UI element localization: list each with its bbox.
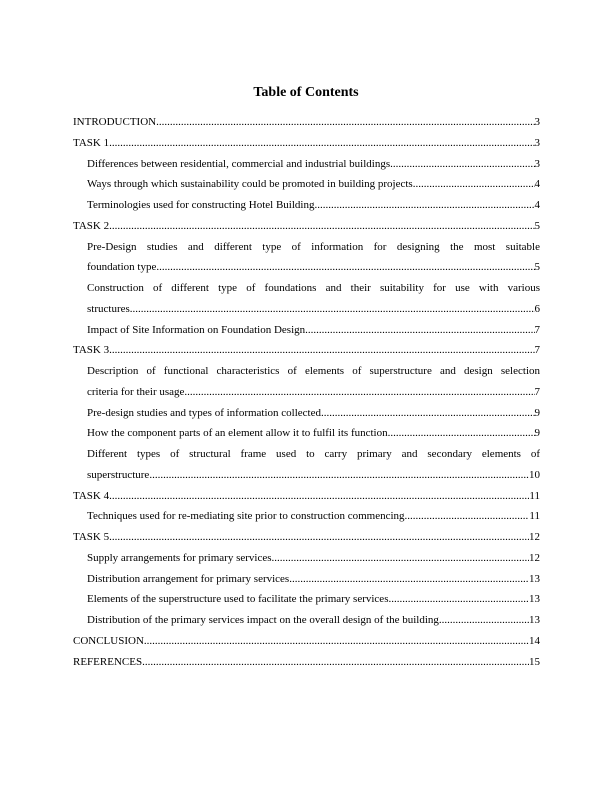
dot-leader: [390, 154, 534, 175]
toc-entry-row: [73, 133, 540, 154]
toc-entry-label: Supply arrangements for primary services: [87, 551, 272, 564]
toc-entry[interactable]: [73, 237, 540, 279]
toc-entry-label: Differences between residential, commercial and industrial buildings: [87, 157, 391, 170]
dot-leader: [439, 610, 529, 631]
toc-entry-page-number: 12: [529, 551, 540, 564]
dot-leader: [144, 631, 529, 652]
toc-entry-page-number: 10: [529, 468, 540, 481]
toc-entry-label: Pre-design studies and types of information collected: [87, 406, 321, 419]
toc-entry-page-number: 4: [534, 178, 540, 191]
dot-leader: [130, 299, 535, 320]
toc-entry-row: [73, 216, 540, 237]
toc-entry-label: structures: [87, 302, 130, 315]
dot-leader: [109, 527, 529, 548]
toc-entry-page-number: 3: [534, 136, 540, 149]
toc-title: Table of Contents: [253, 85, 359, 100]
dot-leader: [272, 548, 530, 569]
toc-entry-row: [73, 589, 540, 610]
dot-leader: [388, 589, 529, 610]
toc-entry-page-number: 5: [534, 219, 540, 232]
toc-entry[interactable]: [73, 548, 540, 569]
toc-entry-line: Description of functional characteristics of elements of superstructure and design selection: [87, 365, 540, 377]
toc-entry-label: INTRODUCTION: [73, 116, 157, 128]
toc-entry-page-number: 7: [534, 323, 540, 336]
toc-entry-page-number: 13: [529, 593, 540, 606]
toc-entry-row: [73, 423, 540, 444]
toc-entry-label: CONCLUSION: [73, 634, 144, 647]
dot-leader: [109, 486, 529, 507]
dot-leader: [314, 195, 534, 216]
toc-entry-row: [73, 569, 540, 590]
toc-entry[interactable]: [73, 631, 540, 652]
dot-leader: [184, 382, 534, 403]
dot-leader: [413, 174, 535, 195]
toc-entry-row: [73, 506, 540, 527]
toc-entry-page-number: 3: [534, 157, 540, 170]
toc-entry[interactable]: [73, 340, 540, 361]
dot-leader: [289, 569, 529, 590]
toc-entry-row: [73, 652, 540, 673]
toc-entry-label: Impact of Site Information on Foundation Design: [87, 323, 306, 336]
toc-entry-page-number: 4: [534, 199, 540, 211]
toc-entry-line: Pre-Design studies and different type of information for designing the most suitable: [87, 240, 540, 253]
toc-entry-row: [73, 631, 540, 652]
dot-leader: [109, 133, 534, 154]
toc-entry[interactable]: [73, 652, 540, 673]
toc-entry[interactable]: [73, 527, 540, 548]
toc-entry[interactable]: [73, 278, 540, 320]
dot-leader: [109, 340, 534, 361]
toc-entry-label: criteria for their usage: [87, 385, 185, 398]
toc-entry-page-number: 3: [534, 116, 540, 128]
dot-leader: [149, 465, 529, 486]
toc-entry-label: Terminologies used for constructing Hotel Building: [87, 199, 315, 211]
toc-entry-page-number: 14: [529, 634, 540, 647]
dot-leader: [109, 216, 534, 237]
dot-leader: [156, 112, 534, 133]
toc-entry-label: foundation type: [87, 261, 157, 274]
toc-entry[interactable]: [73, 589, 540, 610]
toc-entry-page-number: 13: [529, 614, 540, 626]
toc-entry-row: [73, 154, 540, 175]
toc-entry-row: [73, 257, 540, 278]
toc-entry-label: Techniques used for re-mediating site prior to construction commencing: [87, 510, 405, 523]
toc-entry[interactable]: [73, 320, 540, 341]
toc-entry[interactable]: [73, 610, 540, 631]
toc-entry[interactable]: [73, 569, 540, 590]
dot-leader: [305, 320, 534, 341]
toc-entry-page-number: 15: [529, 655, 540, 668]
dot-leader: [388, 423, 535, 444]
toc-entry-row: [73, 299, 540, 320]
toc-entry[interactable]: [73, 154, 540, 175]
toc-entry-label: superstructure: [87, 468, 150, 481]
toc-entry-row: [73, 340, 540, 361]
toc-entry-row: [73, 403, 540, 424]
toc-entry-page-number: 5: [534, 261, 540, 274]
toc-entry-page-number: 9: [534, 406, 540, 419]
toc-entry-page-number: 7: [534, 385, 540, 398]
toc-entry-row: [73, 382, 540, 403]
toc-entry[interactable]: [73, 216, 540, 237]
toc-entry-row: [73, 320, 540, 341]
toc-entry-label: Distribution arrangement for primary services: [87, 572, 290, 585]
toc-entry[interactable]: [73, 423, 540, 444]
toc-entry-page-number: 7: [534, 344, 540, 357]
toc-entry-page-number: 11: [529, 489, 540, 502]
toc-entry-page-number: 12: [529, 531, 540, 543]
toc-entry[interactable]: [73, 133, 540, 154]
toc-entry-label: Ways through which sustainability could be promoted in building projects: [87, 178, 413, 191]
toc-entry-label: Elements of the superstructure used to facilitate the primary services: [87, 593, 389, 606]
toc-entry-label: REFERENCES: [73, 655, 143, 668]
toc-entry-label: How the component parts of an element allow it to fulfil its function: [87, 427, 388, 440]
toc-entry[interactable]: [73, 195, 540, 216]
dot-leader: [142, 652, 529, 673]
toc-entry-label: Distribution of the primary services impact on the overall design of the building: [87, 614, 439, 626]
toc-entry[interactable]: [73, 486, 540, 507]
toc-entry-page-number: 13: [529, 572, 540, 585]
toc-entry-line: Construction of different type of foundations and their suitability for use with various: [87, 282, 540, 294]
toc-entry[interactable]: [73, 361, 540, 403]
toc-entry[interactable]: [73, 506, 540, 527]
toc-entry-label: TASK 1: [73, 136, 110, 149]
toc-entry-label: TASK 2: [73, 219, 110, 232]
table-of-contents: [73, 112, 540, 672]
toc-entry-row: [73, 174, 540, 195]
toc-entry-label: TASK 5: [73, 531, 110, 543]
toc-entry-row: [73, 112, 540, 133]
toc-entry-page-number: 6: [534, 302, 540, 315]
toc-entry[interactable]: [73, 112, 540, 133]
dot-leader: [156, 257, 534, 278]
toc-entry-line: Different types of structural frame used to carry primary and secondary elements of: [87, 448, 540, 460]
toc-entry-row: [73, 527, 540, 548]
toc-entry-label: TASK 3: [73, 344, 110, 357]
dot-leader: [321, 403, 535, 424]
toc-entry-page-number: 9: [534, 427, 540, 440]
toc-entry-row: [73, 486, 540, 507]
toc-entry-row: [73, 548, 540, 569]
toc-entry-label: TASK 4: [73, 489, 110, 502]
toc-entry[interactable]: [73, 403, 540, 424]
toc-entry-row: [73, 465, 540, 486]
dot-leader: [405, 506, 530, 527]
toc-entry-row: [73, 610, 540, 631]
toc-entry-row: [73, 195, 540, 216]
toc-entry[interactable]: [73, 174, 540, 195]
toc-entry[interactable]: [73, 444, 540, 486]
toc-entry-page-number: 11: [529, 510, 540, 523]
